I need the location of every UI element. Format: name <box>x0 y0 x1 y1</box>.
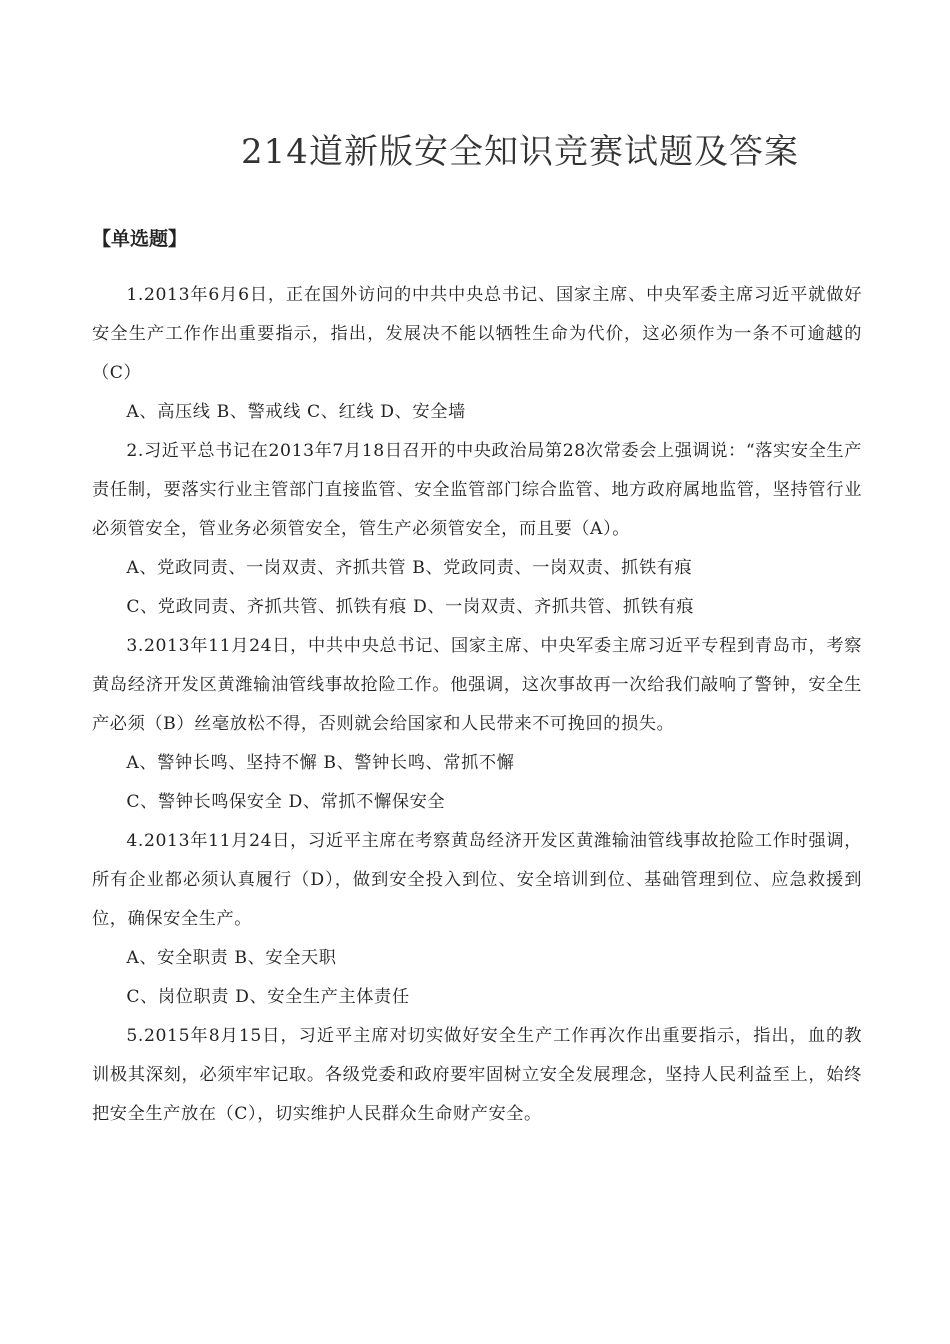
question-3: 3.2013年11月24日，中共中央总书记、国家主席、中央军委主席习近平专程到青岛市，考察黄岛经济开发区黄潍输油管线事故抢险工作。他强调，这次事故再一次给我们敲响了警钟，安全生产必须（B）丝毫放松不得，否则就会给国家和人民带来不可挽回的损失。 <box>92 636 862 734</box>
question-2: 2.习近平总书记在2013年7月18日召开的中央政治局第28次常委会上强调说：“落实安全生产责任制，要落实行业主管部门直接监管、安全监管部门综合监管、地方政府属地监管，坚持管行业必须管安全，管业务必须管安全，管生产必须管安全，而且要（A）。 <box>92 441 862 539</box>
question-4-options-ab: A、安全职责 B、安全天职 <box>126 948 337 968</box>
question-2-options-ab: A、党政同责、一岗双责、齐抓共管 B、党政同责、一岗双责、抓铁有痕 <box>126 558 693 578</box>
question-4: 4.2013年11月24日，习近平主席在考察黄岛经济开发区黄潍输油管线事故抢险工作时强调，所有企业都必须认真履行（D），做到安全投入到位、安全培训到位、基础管理到位、应急救援到位，确保安全生产。 <box>92 831 862 929</box>
section-heading: 【单选题】 <box>92 228 188 250</box>
document-title: 214道新版安全知识竞赛试题及答案 <box>241 132 799 172</box>
question-3-options-ab: A、警钟长鸣、坚持不懈 B、警钟长鸣、常抓不懈 <box>126 753 515 773</box>
question-1-options: A、高压线 B、警戒线 C、红线 D、安全墙 <box>126 402 466 422</box>
question-1: 1.2013年6月6日，正在国外访问的中共中央总书记、国家主席、中央军委主席习近平就做好安全生产工作作出重要指示，指出，发展决不能以牺牲生命为代价，这必须作为一条不可逾越的（C） <box>92 285 862 383</box>
question-2-options-cd: C、党政同责、齐抓共管、抓铁有痕 D、一岗双责、齐抓共管、抓铁有痕 <box>126 597 695 617</box>
question-4-options-cd: C、岗位职责 D、安全生产主体责任 <box>126 987 410 1007</box>
question-5: 5.2015年8月15日，习近平主席对切实做好安全生产工作再次作出重要指示，指出，血的教训极其深刻，必须牢牢记取。各级党委和政府要牢固树立安全发展理念，坚持人民利益至上，始终把安全生产放在（C），切实维护人民群众生命财产安全。 <box>92 1026 862 1124</box>
question-3-options-cd: C、警钟长鸣保安全 D、常抓不懈保安全 <box>126 792 446 812</box>
question-list <box>92 276 862 1134</box>
